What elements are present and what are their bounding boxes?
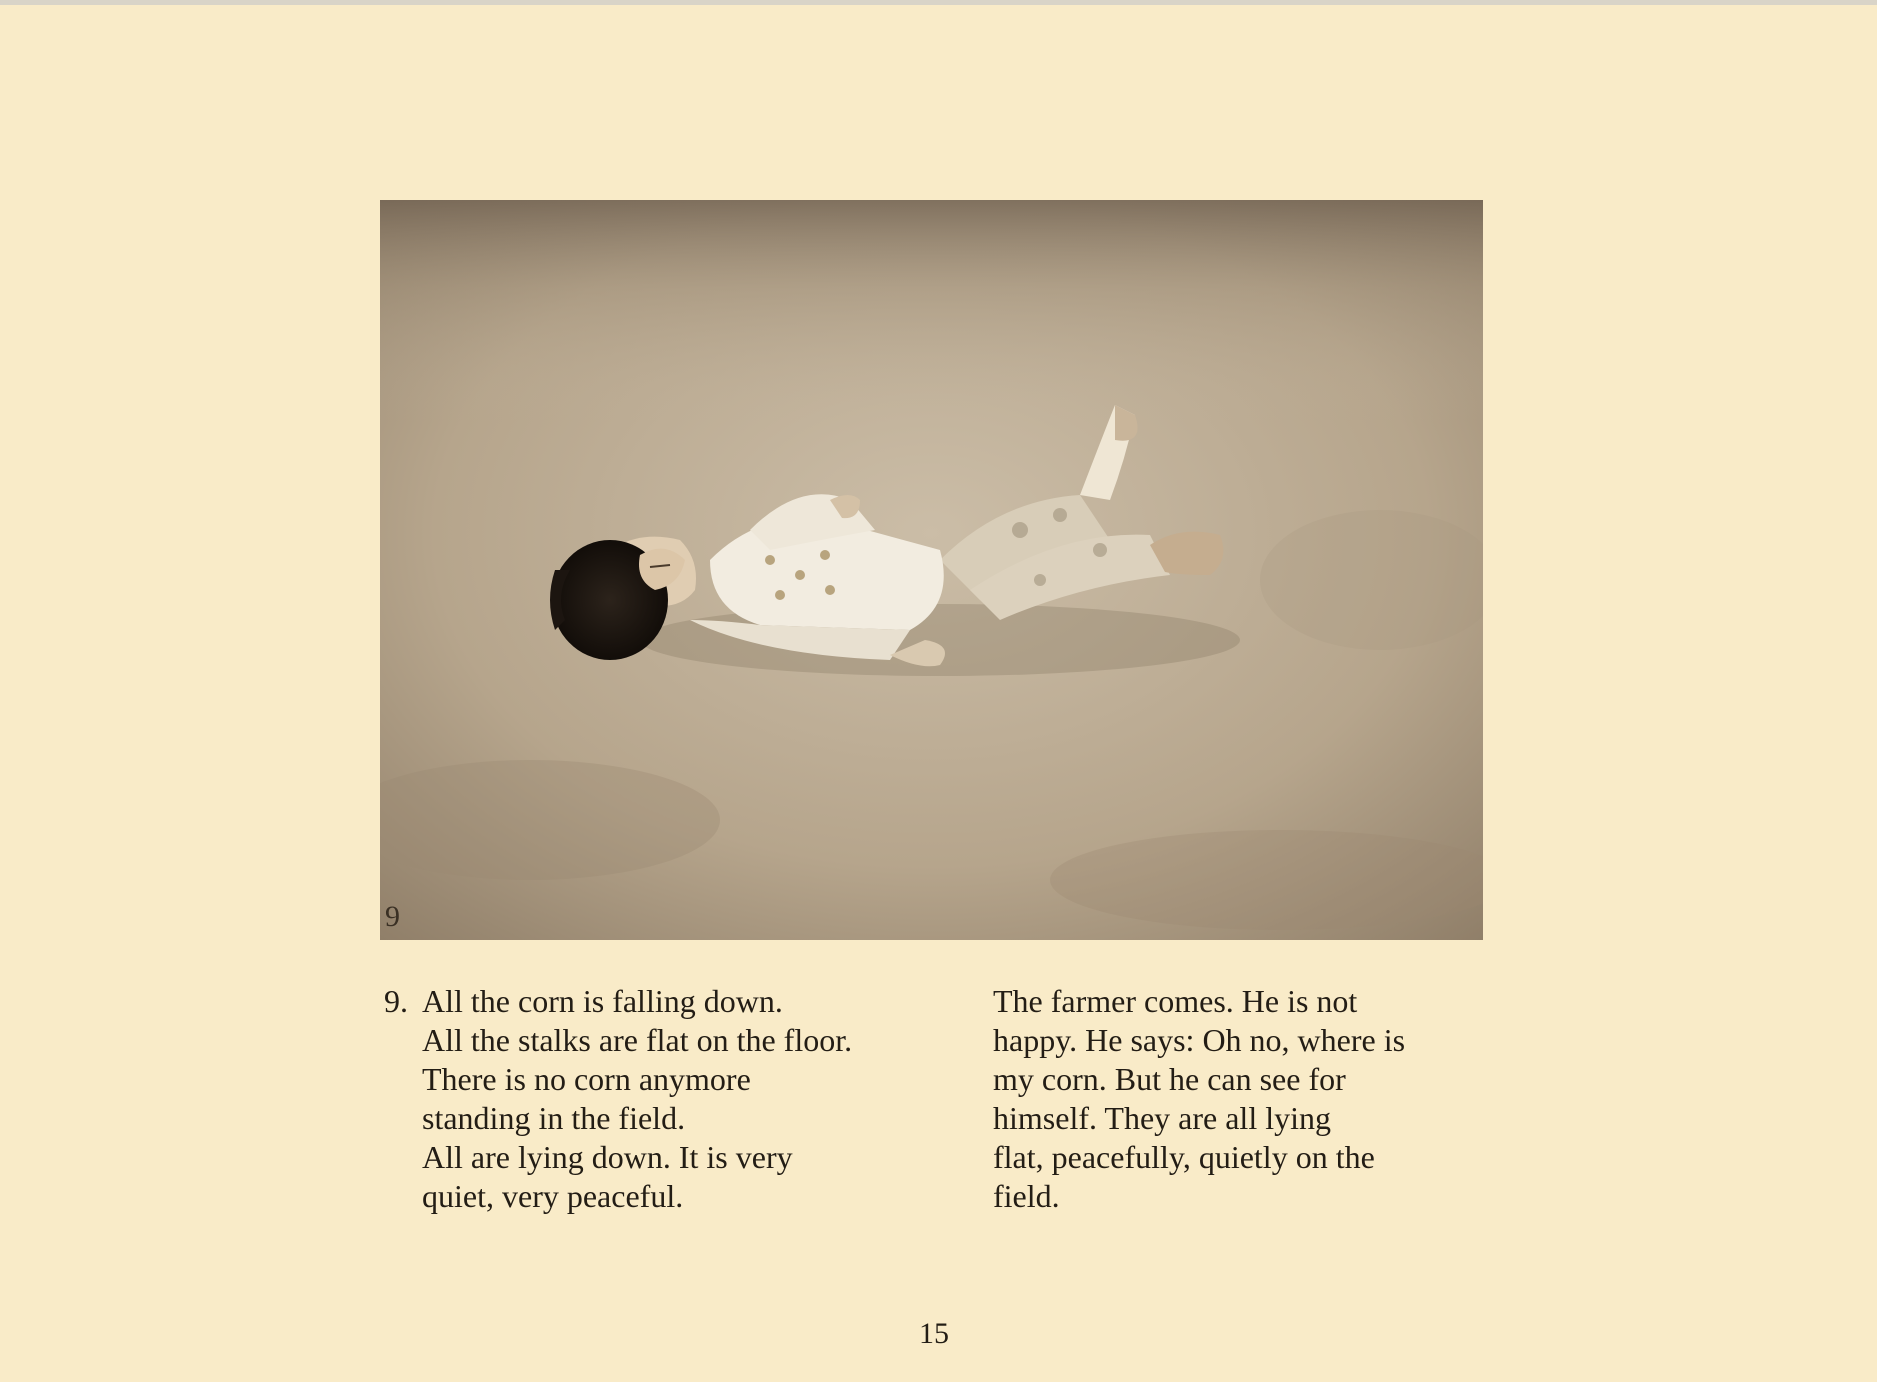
caption-right-line: my corn. But he can see for: [993, 1061, 1346, 1097]
caption-left-line: All are lying down. It is very: [422, 1139, 793, 1175]
caption-left-first-line: [384, 982, 924, 1021]
caption-left-line: There is no corn anymore: [422, 1061, 751, 1097]
caption-right-line: himself. They are all lying: [993, 1100, 1331, 1136]
page-number: 15: [919, 1317, 949, 1350]
photo-number-label: 9: [385, 900, 400, 933]
caption-left: [384, 982, 924, 1216]
caption-right-line: field.: [993, 1178, 1060, 1214]
photo-child-lying-down: [380, 200, 1483, 940]
caption-right: [993, 982, 1513, 1216]
caption-left-line: All the stalks are flat on the floor.: [422, 1022, 853, 1058]
caption-right-line: The farmer comes. He is not: [993, 983, 1358, 1019]
top-divider: [0, 0, 1877, 5]
caption-left-line: standing in the field.: [422, 1100, 686, 1136]
caption-left-line: quiet, very peaceful.: [422, 1178, 684, 1214]
caption-left-line: All the corn is falling down.: [422, 983, 783, 1019]
caption-item-number: 9.: [384, 983, 408, 1019]
photo-illustration: [380, 200, 1483, 940]
caption-right-line: flat, peacefully, quietly on the: [993, 1139, 1375, 1175]
caption-right-line: happy. He says: Oh no, where is: [993, 1022, 1406, 1058]
